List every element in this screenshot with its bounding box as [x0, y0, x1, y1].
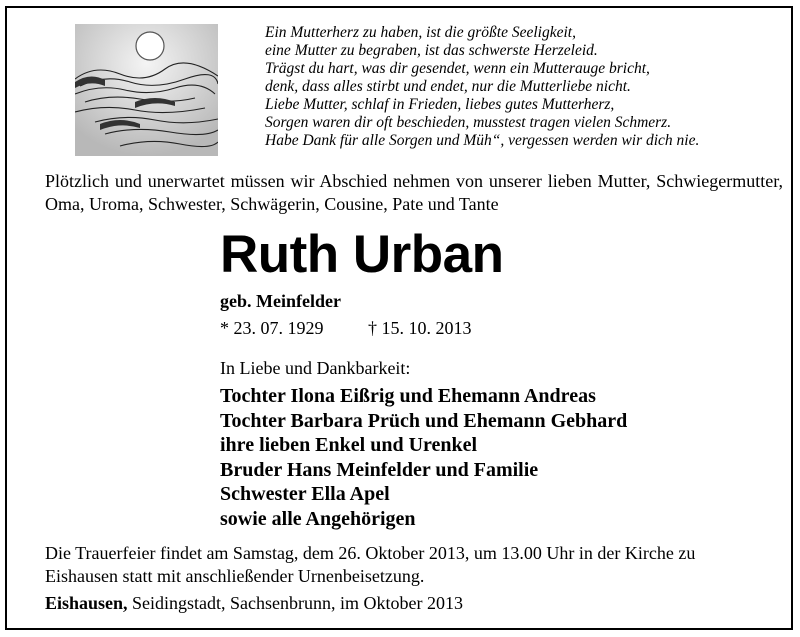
death-date: † 15. 10. 2013	[368, 318, 472, 338]
thanks-line: In Liebe und Dankbarkeit:	[220, 358, 411, 378]
poem-line: eine Mutter zu begraben, ist das schwerste Herzeleid.	[265, 42, 598, 59]
deceased-name: Ruth Urban	[220, 225, 504, 284]
mourner-entry: ihre lieben Enkel und Urenkel	[220, 434, 478, 456]
poem-line: Liebe Mutter, schlaf in Frieden, liebes gutes Mutterherz,	[265, 96, 615, 113]
mourners-list	[220, 384, 627, 531]
maiden-name: geb. Meinfelder	[220, 291, 341, 311]
mourner-entry: Tochter Barbara Prüch und Ehemann Gebhard	[220, 409, 628, 432]
poem-line: denk, dass alles stirbt und endet, nur die Mutterliebe nicht.	[265, 78, 631, 95]
birth-date: * 23. 07. 1929	[220, 318, 324, 338]
announcement-intro: Plötzlich und unerwartet müssen wir Abschied nehmen von unserer lieben Mutter, Schwiegermutter, Oma, Uroma, Schwester, Schwägerin, Cousine, Pate und Tante	[45, 171, 783, 214]
sunset-landscape-illustration	[75, 24, 218, 156]
memorial-poem	[265, 24, 785, 150]
sun-icon	[136, 32, 164, 60]
mourner-entry: Schwester Ella Apel	[220, 483, 390, 505]
mourner-entry: sowie alle Angehörigen	[220, 507, 416, 530]
place-rest: Seidingstadt, Sachsenbrunn, im Oktober 2013	[127, 593, 464, 613]
poem-line: Habe Dank für alle Sorgen und Müh“, vergessen werden wir dich nie.	[265, 132, 700, 149]
poem-line: Trägst du hart, was dir gesendet, wenn ein Mutterauge bricht,	[265, 60, 650, 77]
place-and-date	[45, 592, 463, 615]
mourner-entry: Tochter Ilona Eißrig und Ehemann Andreas	[220, 385, 596, 407]
mourner-entry: Bruder Hans Meinfelder und Familie	[220, 458, 539, 481]
poem-line: Ein Mutterherz zu haben, ist die größte Seeligkeit,	[265, 24, 576, 41]
funeral-service-info: Die Trauerfeier findet am Samstag, dem 26. Oktober 2013, um 13.00 Uhr in der Kirche zu Eishausen statt mit anschließender Urnenbeisetzung.	[45, 543, 696, 586]
place-primary: Eishausen,	[45, 593, 128, 613]
poem-line: Sorgen waren dir oft beschieden, musstest tragen vielen Schmerz.	[265, 114, 672, 131]
life-dates	[220, 316, 472, 340]
